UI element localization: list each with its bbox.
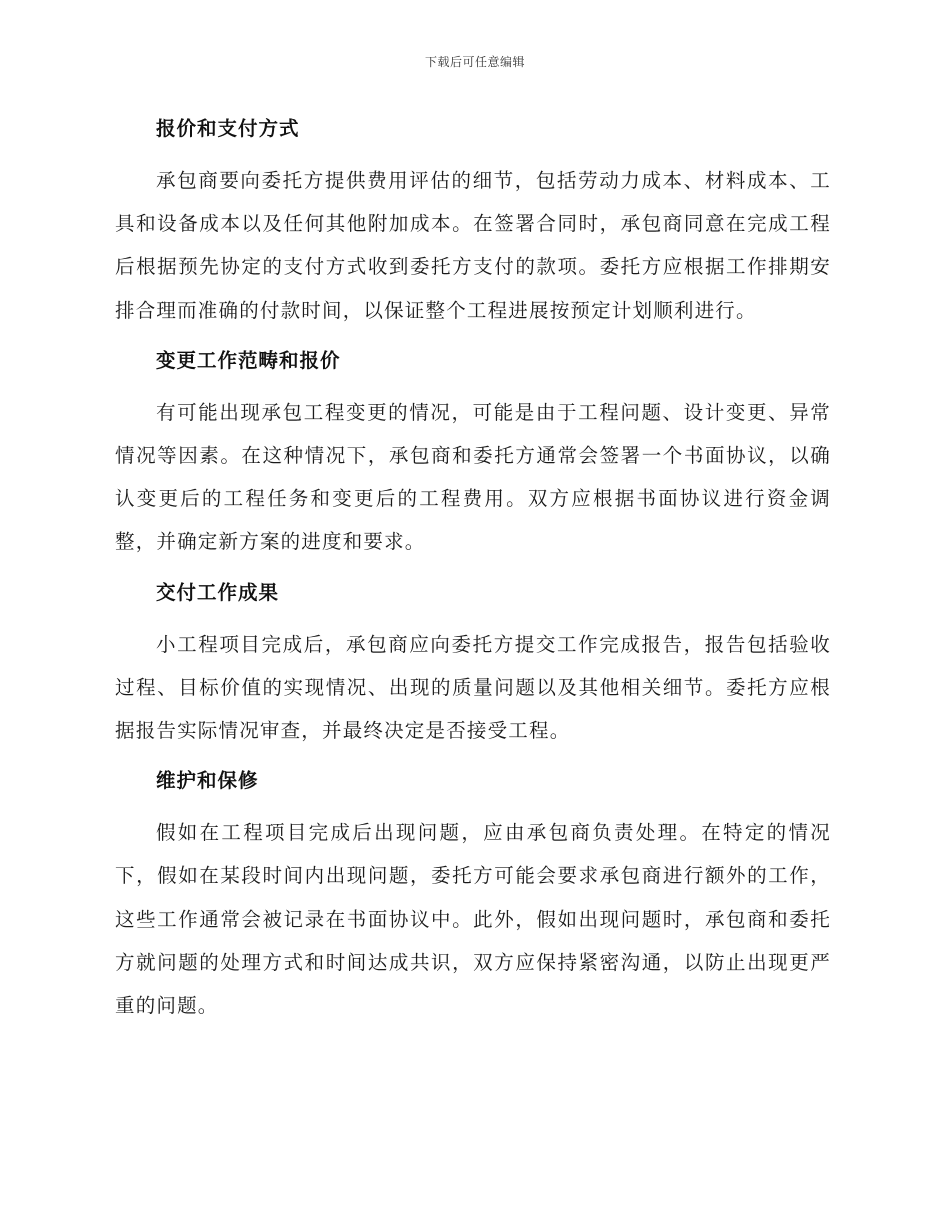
section-heading-maintenance: 维护和保修 bbox=[156, 769, 259, 793]
section-heading-pricing-payment: 报价和支付方式 bbox=[156, 117, 300, 140]
page-header: 下载后可任意编辑 bbox=[424, 55, 525, 69]
spacer bbox=[115, 801, 831, 811]
spacer bbox=[115, 332, 831, 340]
section-body-pricing-payment: 承包商要向委托方提供费用评估的细节，包括劳动力成本、材料成本、工具和设备成本以及任何其他附加成本。在签署合同时，承包商同意在完成工程后根据预先协定的支付方式收到委托方支付的款项。委托方应根据工作排期安排合理而准确的付款时间，以保证整个工程进展按预定计划顺利进行。 bbox=[115, 169, 831, 322]
spacer bbox=[115, 149, 831, 159]
section-body-deliverables: 小工程项目完成后，承包商应向委托方提交工作完成报告，报告包括验收过程、目标价值的实现情况、出现的质量问题以及其他相关细节。委托方应根据报告实际情况审查，并最终决定是否接受工程。 bbox=[115, 632, 831, 743]
document-body bbox=[115, 108, 831, 1027]
spacer bbox=[115, 564, 831, 572]
section-body-scope-change: 有可能出现承包工程变更的情况，可能是由于工程问题、设计变更、异常情况等因素。在这种情况下，承包商和委托方通常会签署一个书面协议，以确认变更后的工程任务和变更后的工程费用。双方应根据书面协议进行资金调整，并确定新方案的进度和要求。 bbox=[115, 400, 831, 554]
section-heading-scope-change: 变更工作范畴和报价 bbox=[156, 348, 341, 372]
spacer bbox=[115, 381, 831, 391]
section-body-maintenance: 假如在工程项目完成后出现问题，应由承包商负责处理。在特定的情况下，假如在某段时间内出现问题，委托方可能会要求承包商进行额外的工作，这些工作通常会被记录在书面协议中。此外，假如出现问题时，承包商和委托方就问题的处理方式和时间达成共识，双方应保持紧密沟通，以防止出现更严重的问题。 bbox=[115, 821, 831, 1018]
section-heading-deliverables: 交付工作成果 bbox=[156, 580, 280, 604]
spacer bbox=[115, 613, 831, 623]
spacer bbox=[115, 752, 831, 760]
